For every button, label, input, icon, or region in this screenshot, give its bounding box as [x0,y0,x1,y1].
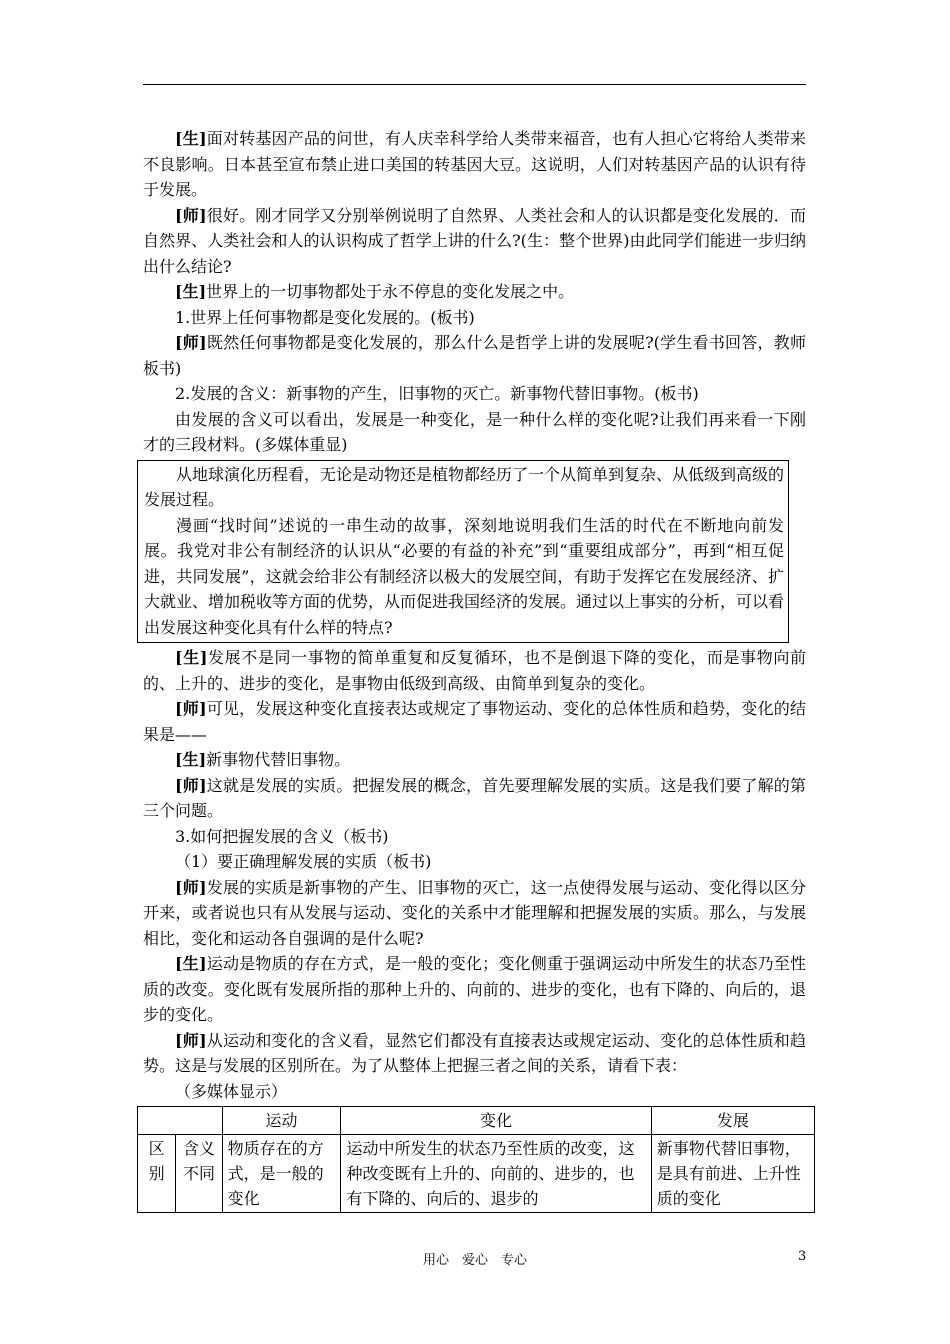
paragraph-text: 从运动和变化的含义看，显然它们都没有直接表达或规定运动、变化的总体性质和趋势。这是与发展的区别所在。为了从整体上把握三者之间的关系，请看下表： [143,1030,806,1075]
material-paragraph: 从地球演化历程看，无论是动物还是植物都经历了一个从简单到复杂、从低级到高级的发展过程。 [144,464,785,509]
paragraph-text: 新事物代替旧事物。 [206,750,351,769]
document-body [143,126,806,1213]
paragraph-text: 面对转基因产品的问世，有人庆幸科学给人类带来福音，也有人担心它将给人类带来不良影响。日本甚至宣布禁止进口美国的转基因大豆。这说明，人们对转基因产品的认识有待于发展。 [143,129,806,199]
paragraph [143,875,806,952]
paragraph [143,279,806,305]
row-label-cell: 含义不同 [176,1135,222,1213]
page-number: 3 [798,1249,807,1264]
paragraph-text: 既然任何事物都是变化发展的，那么什么是哲学上讲的发展呢?(学生看书回答，教师板书) [143,333,806,378]
paragraph-text: 发展的实质是新事物的产生、旧事物的灭亡，这一点使得发展与运动、变化得以区分开来，或者说也只有从发展与运动、变化的关系中才能理解和把握发展的实质。那么，与发展相比，变化和运动各自强调的是什么呢? [143,877,806,948]
table-row [138,1135,815,1213]
footer-motto: 用心 爱心 专心 [422,1253,527,1268]
table-cell: 运动中所发生的状态乃至性质的改变，这种改变既有上升的、向前的、进步的，也有下降的、向后的、退步的 [341,1135,651,1213]
paragraph [143,126,806,203]
paragraph-text: （1）要正确理解发展的实质（板书) [175,852,432,871]
speaker-tag: [生] [175,750,207,769]
header-rule [143,84,806,85]
table-header-cell: 运动 [222,1107,341,1135]
row-group-cell: 区别 [138,1135,176,1213]
dialogue-section-top [143,126,806,458]
speaker-tag: [师] [175,775,207,795]
paragraph [143,747,806,773]
paragraph [143,1028,806,1079]
speaker-tag: [生] [175,129,207,148]
blackboard-point [143,305,806,331]
paragraph-text: 2.发展的含义：新事物的产生，旧事物的灭亡。新事物代替旧事物。(板书) [175,384,699,403]
table-caption: （多媒体显示） [175,1081,288,1101]
speaker-tag: [师] [175,877,207,897]
table-cell: 新事物代替旧事物，是具有前进、上升性质的变化 [651,1135,814,1213]
paragraph [143,203,806,280]
blackboard-point [143,381,806,407]
dialogue-section-bottom [143,645,806,1104]
paragraph-text: 这就是发展的实质。把握发展的概念，首先要理解发展的实质。这是我们要了解的第三个问题。 [143,775,806,820]
paragraph-text: 可见，发展这种变化直接表达或规定了事物运动、变化的总体性质和趋势，变化的结果是—— [143,699,806,744]
material-box [137,460,789,644]
speaker-tag: [师] [175,205,207,225]
blackboard-point [143,849,806,875]
paragraph-text: 发展不是同一事物的简单重复和反复循环，也不是倒退下降的变化，而是事物向前的、上升的、进步的变化，是事物由低级到高级、由简单到复杂的变化。 [143,648,806,693]
paragraph [143,951,806,1028]
paragraph [143,330,806,381]
paragraph [143,645,806,696]
speaker-tag: [生] [175,954,207,973]
table-cell: 物质存在的方式，是一般的变化 [222,1135,341,1213]
paragraph-text: 3.如何把握发展的含义（板书) [175,826,389,846]
table-header-cell: 变化 [341,1107,651,1135]
speaker-tag: [生] [175,648,208,667]
paragraph-text: 世界上的一切事物都处于永不停息的变化发展之中。 [206,282,575,301]
speaker-tag: [师] [175,699,207,718]
paragraph-text: 由发展的含义可以看出，发展是一种变化，是一种什么样的变化呢?让我们再来看一下刚才的三段材料。(多媒体重显) [143,409,806,454]
paragraph-text: 1.世界上任何事物都是变化发展的。(板书) [175,307,475,327]
table-header-cell: 发展 [651,1107,814,1135]
speaker-tag: [生] [175,282,207,301]
paragraph [143,407,806,458]
blackboard-point [143,824,806,850]
paragraph [143,696,806,747]
speaker-tag: [师] [175,333,207,352]
material-paragraph: 漫画“找时间”述说的一串生动的故事，深刻地说明我们生活的时代在不断地向前发展。我党对非公有制经济的认识从“必要的有益的补充”到“重要组成部分”，再到“相互促进，共同发展”，这就会给非公有制经济以极大的发展空间，有助于发挥它在发展经济、扩大就业、增加税收等方面的优势，从而促进我国经济的发展。通过以上事实的分析，可以看出发展这种变化具有什么样的特点? [144,515,785,637]
speaker-tag: [师] [175,1030,207,1050]
paragraph [143,773,806,824]
table-corner-cell [138,1107,223,1135]
paragraph-text: 运动是物质的存在方式，是一般的变化；变化侧重于强调运动中所发生的状态乃至性质的改变。变化既有发展所指的那种上升的、向前的、进步的变化，也有下降的、向后的，退步的变化。 [143,954,806,1024]
paragraph-text: 很好。刚才同学又分别举例说明了自然界、人类社会和人的认识都是变化发展的．而自然界、人类社会和人的认识构成了哲学上讲的什么?(生：整个世界)由此同学们能进一步归纳出什么结论? [143,205,806,276]
table-header-row [138,1107,815,1135]
comparison-table [137,1106,815,1213]
